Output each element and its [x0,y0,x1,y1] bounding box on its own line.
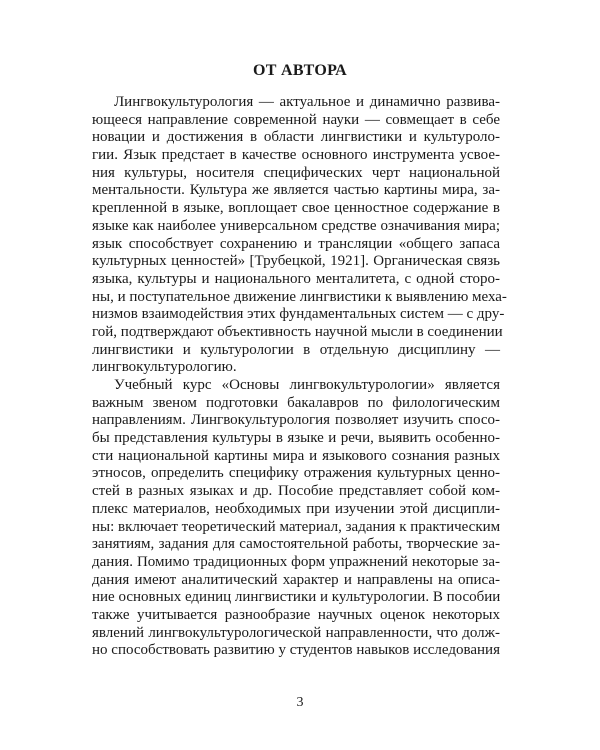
text-line: ющееся направление современной науки — совмещает в себе [92,111,500,128]
text-line: важным звеном подготовки бакалавров по филологическим [92,394,500,411]
text-line: ны: включает теоретический материал, задания к практическим [92,518,501,535]
text-line: Лингвокультурология — актуальное и динамично развива- [114,94,500,110]
text-line: ны, и поступательное движение лингвистики к выявлению меха- [92,288,507,305]
text-line: гой, подтверждают объективность научной мысли в соединении [92,323,503,340]
text-line: стей в разных языках и др. Пособие представляет собой ком- [92,483,500,500]
text-line: явлений лингвокультурологической направленности, что долж- [92,624,500,641]
body-text [92,94,507,660]
text-line: крепленной в языке, воплощает свое ценностное содержание в [92,200,500,217]
text-line: ние основных единиц лингвистики и культурологии. В пособии [92,589,501,606]
text-line: дания имеют аналитический характер и направлены на описа- [92,571,500,588]
text-line: гии. Язык предстает в качестве основного инструмента усвое- [92,147,500,164]
text-line: плекс материалов, необходимых при изучении этой дисципли- [92,500,500,517]
text-line: дания. Помимо традиционных форм упражнений некоторые за- [92,553,500,570]
text-line: но способствовать развитию у студентов навыков исследования [92,642,500,659]
text-line: ния культуры, носителя специфических черт национальной [92,164,500,181]
text-line: лингвокультурологию. [92,359,237,376]
text-line: Учебный курс «Основы лингвокультурологии» является [114,377,500,393]
page-title: ОТ АВТОРА [252,62,348,79]
text-line: сти национальной картины мира и языкового сознания разных [92,447,500,464]
text-line: новации и достижения в области лингвистики и культуроло- [92,129,500,146]
text-line: язык способствует сохранению и трансляции «общего запаса [92,235,500,252]
text-line: культурных ценностей» [Трубецкой, 1921]. Органическая связь [92,253,500,270]
text-line: занятиям, задания для самостоятельной работы, творческие за- [92,536,500,553]
text-line: низмов взаимодействия этих фундаментальных систем — с дру- [92,306,505,323]
text-line: языке как наиболее универсальном средстве означивания мира; [92,217,500,234]
text-line: языка, культуры и национального менталитета, с одной сторо- [92,270,500,287]
text-line: ментальности. Культура же является частью картины мира, за- [92,182,500,199]
text-line: также учитывается разнообразие научных оценок некоторых [92,606,500,623]
page-number: 3 [296,695,304,710]
text-line: этносов, определить специфику отражения культурных ценно- [92,465,500,482]
text-line: направлениям. Лингвокультурология позволяет изучить спосо- [92,412,500,429]
text-line: бы представления культуры в языке и речи, выявить особенно- [92,430,500,447]
text-line: лингвистики и культурологии в отдельную дисциплину — [92,341,500,358]
